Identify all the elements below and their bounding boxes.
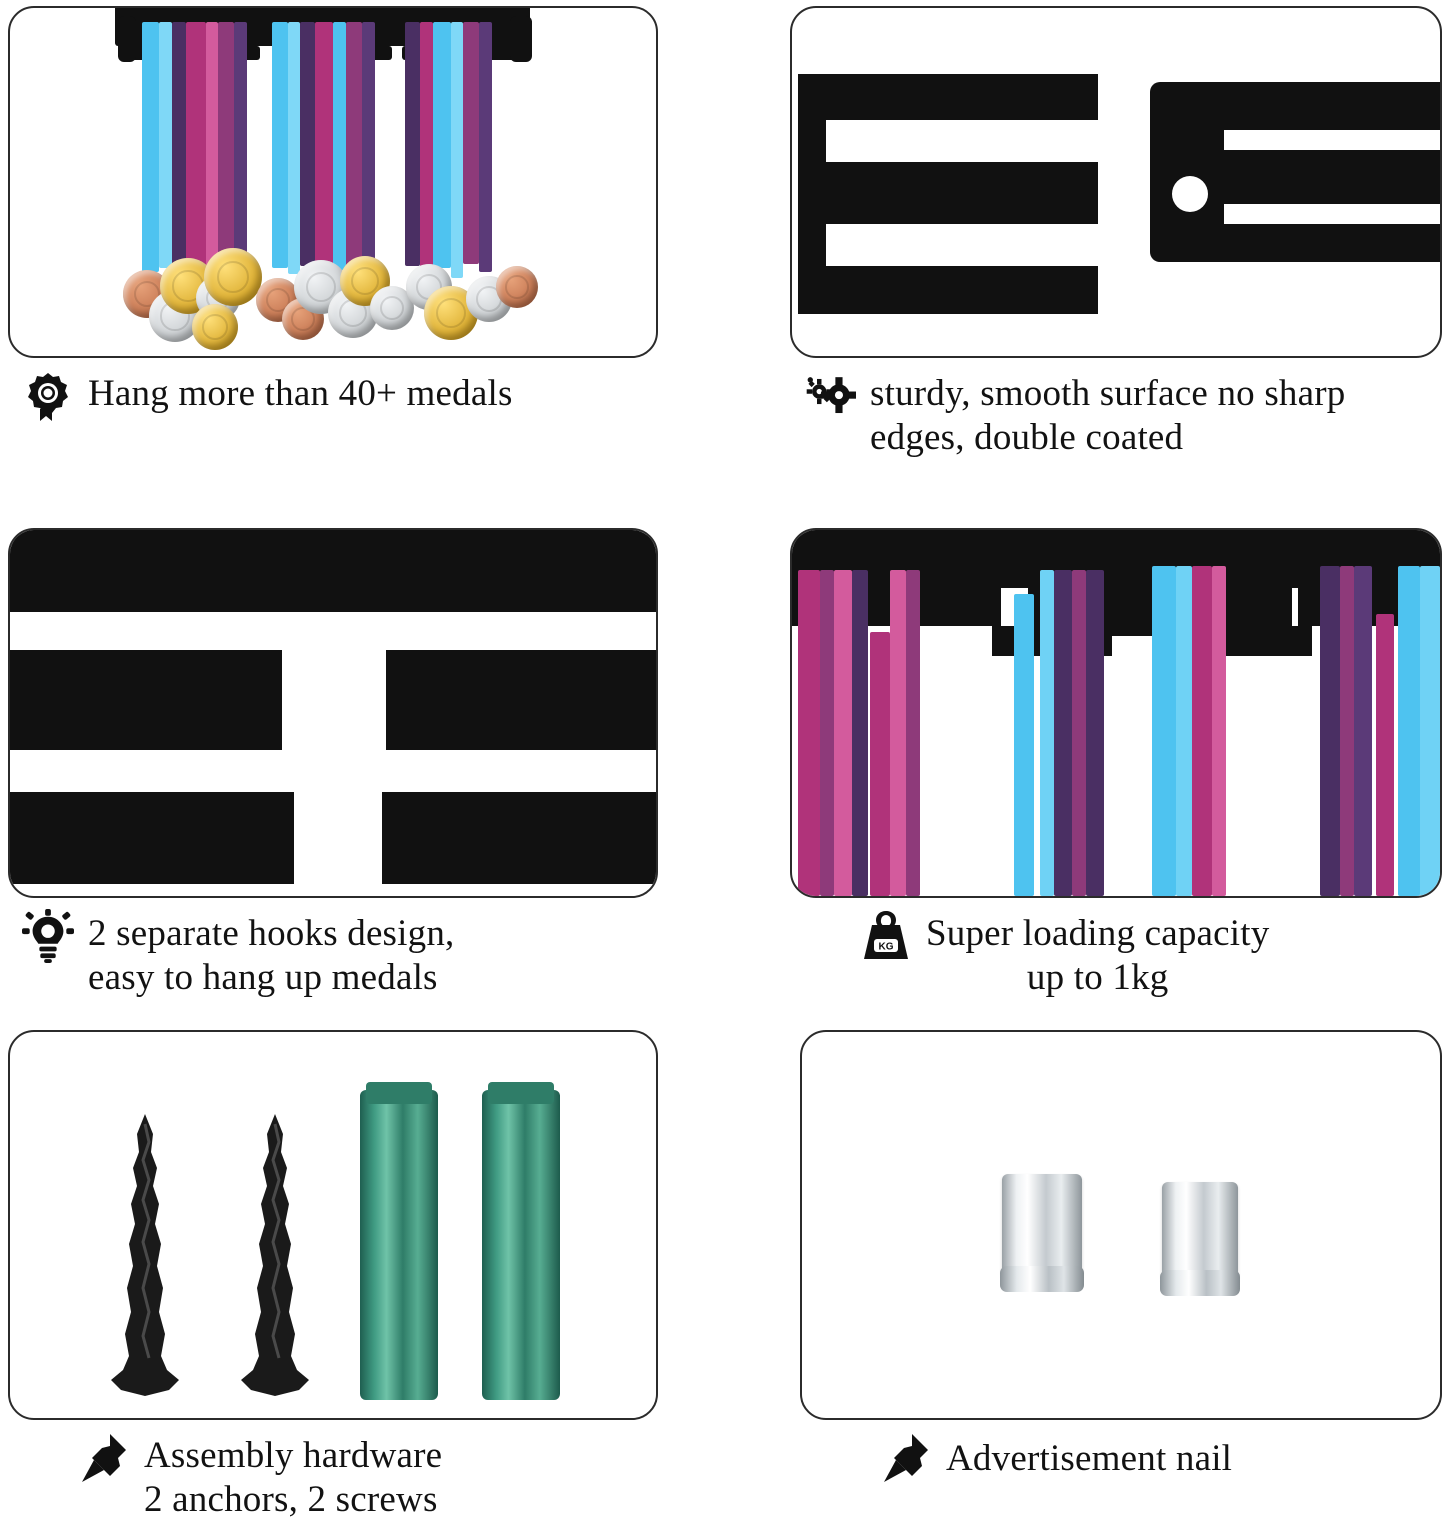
page-title [0,0,1,1]
mounting-hole [1172,176,1208,212]
gears-icon [804,370,856,422]
hook-gap-center [282,638,386,768]
ribbon [1054,570,1072,896]
ribbon [206,22,218,280]
nail-base [1160,1270,1240,1296]
ribbon [315,22,333,278]
bracket-left-slot-2 [826,224,1108,266]
ribbon [1420,566,1440,896]
panel-medals-on-rack [8,6,658,358]
caption-capacity [8,370,658,422]
ribbon [463,22,479,264]
medal-bronze [496,266,538,308]
ribbon [1354,566,1372,896]
ribbon [1192,566,1212,896]
hook-bottom-right [382,792,658,884]
wall-anchor [482,1090,560,1400]
ribbon [479,22,492,272]
ribbon [142,22,159,272]
nail-body [1162,1182,1238,1282]
ribbon [906,570,920,896]
anchor-collar [488,1082,554,1104]
wall-anchor [360,1090,438,1400]
ribbon [1320,566,1340,896]
ribbon [1376,614,1394,896]
advertisement-nail [1162,1182,1238,1300]
bracket-left-top [826,74,1098,100]
ribbon [852,570,868,896]
panel-bracket-closeup [790,6,1442,358]
screw [235,1112,315,1402]
ribbon [890,570,906,896]
panel-ribbons-loaded [790,528,1442,898]
ribbon [272,22,288,268]
nail-body [1002,1174,1082,1278]
ribbon [346,22,362,272]
screw [105,1112,185,1402]
panel-advertisement-nail [800,1030,1442,1420]
push-pin-icon [78,1432,130,1484]
ribbon [362,22,375,262]
caption-line: Assembly hardware [144,1435,443,1476]
feature-nail [800,1030,1442,1484]
caption-surface [790,370,1442,459]
caption-nail [800,1432,1442,1484]
ribbon [405,22,420,266]
ribbon [333,22,346,270]
feature-capacity [8,6,658,422]
ribbon [1014,594,1034,896]
caption-line: 2 separate hooks design, [88,913,455,954]
svg-text:KG: KG [878,941,894,953]
hook-bottom-left [8,792,294,884]
ribbon [1072,570,1086,896]
caption-text [926,910,1269,999]
ribbon [433,22,451,268]
feature-surface [790,6,1442,459]
ribbon [1152,566,1176,896]
medal-badge-icon [22,370,74,422]
ribbon [300,22,315,266]
medal-gold [204,248,262,306]
bracket-left-slot-1 [826,120,1108,162]
ribbon [234,22,247,262]
rack-end-left [118,16,136,62]
bracket-right-slot-2 [1224,204,1442,224]
bracket-left-body [798,74,1098,314]
caption-line: easy to hang up medals [88,956,438,998]
caption-text [88,910,455,999]
lightbulb-idea-icon [22,910,74,962]
caption-line: sturdy, smooth surface no sharp [870,373,1346,414]
caption-text: Advertisement nail [946,1438,1233,1480]
bracket-right-slot-1 [1224,130,1442,150]
ribbon [798,570,820,896]
ribbon [288,22,300,274]
hook-top-bar [8,528,658,612]
caption-text: Hang more than 40+ medals [88,373,513,414]
advertisement-nail [1002,1174,1082,1296]
feature-loading [790,528,1442,999]
ribbon [820,570,834,896]
weight-kg-icon [860,910,912,962]
push-pin-icon [880,1432,932,1484]
caption-line: 2 anchors, 2 screws [144,1478,438,1520]
caption-line: Super loading capacity [926,913,1270,954]
caption-loading [790,910,1442,999]
ribbon [1398,566,1420,896]
nail-base [1000,1266,1084,1292]
bracket-right-body [1150,82,1440,262]
feature-hooks [8,528,658,999]
ribbon [172,22,186,274]
caption-text [870,370,1345,459]
ribbon [186,22,206,266]
panel-assembly-hardware [8,1030,658,1420]
medal-gold [192,304,238,350]
ribbon [1040,570,1054,896]
ribbon [1086,570,1104,896]
feature-hardware [8,1030,658,1521]
anchor-collar [366,1082,432,1104]
ribbon [1340,566,1354,896]
ribbon [834,570,852,896]
ribbon [1212,566,1226,896]
rack-center-post [1112,570,1152,636]
rack-end-right [510,16,532,62]
caption-text [144,1432,442,1521]
caption-line: up to 1kg [1026,956,1169,998]
caption-hooks [8,910,658,999]
ribbon [1176,566,1192,896]
ribbon [870,632,890,896]
caption-line: edges, double coated [870,416,1184,458]
ribbon [159,22,172,268]
ribbon [451,22,463,278]
ribbon [218,22,234,270]
ribbon [420,22,433,272]
panel-hook-design [8,528,658,898]
caption-hardware [8,1432,658,1521]
